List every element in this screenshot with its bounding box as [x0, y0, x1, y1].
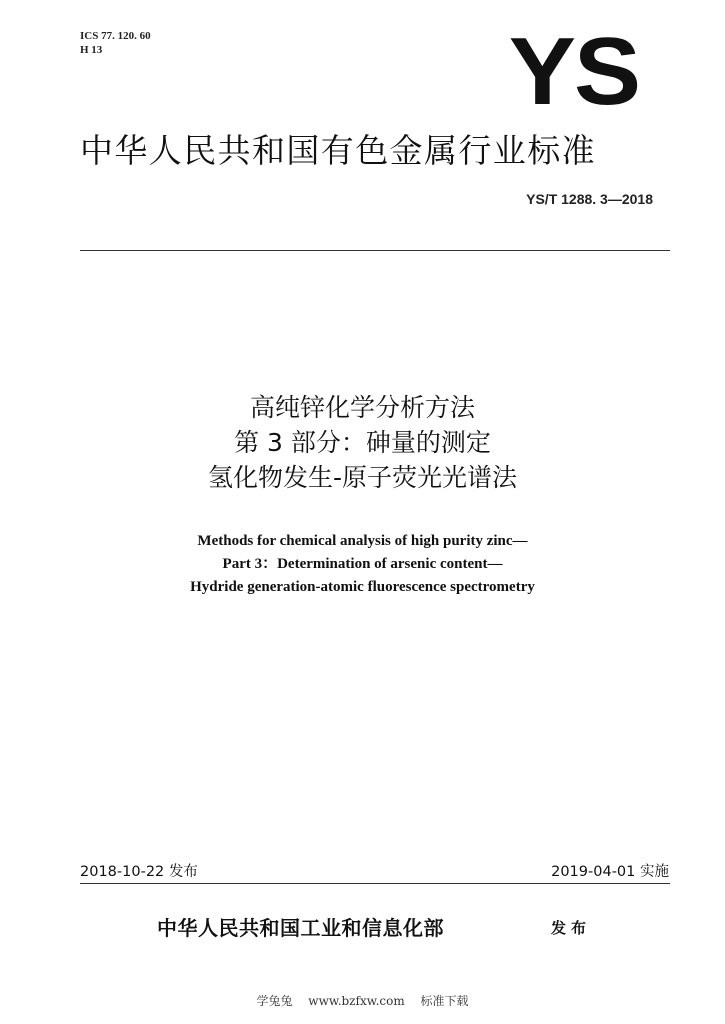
organization-title: 中华人民共和国有色金属行业标准 [80, 131, 596, 170]
top-divider [80, 250, 670, 251]
footer-tagline: 标准下载 [420, 994, 469, 1008]
classification-codes [80, 29, 151, 57]
chinese-title-line: 高纯锌化学分析方法 [249, 393, 475, 422]
issue-date: 2018-10-22 发布 [80, 864, 198, 880]
ys-logo: YS [508, 18, 639, 125]
implementation-date: 2019-04-01 实施 [551, 864, 669, 880]
english-title [0, 530, 725, 599]
ics-code: ICS 77. 120. 60 [80, 30, 151, 42]
chinese-title [0, 390, 725, 495]
footer-url[interactable]: www.bzfxw.com [308, 994, 405, 1008]
chinese-title-line: 氢化物发生-原子荧光光谱法 [207, 463, 518, 492]
footer-site-name: 学兔兔 [256, 994, 293, 1008]
bottom-divider [80, 883, 670, 884]
publish-label: 发布 [551, 919, 592, 937]
chinese-title-line: 第 3 部分：砷量的测定 [234, 428, 491, 457]
issuing-ministry: 中华人民共和国工业和信息化部 [157, 916, 444, 940]
standard-number: YS/T 1288. 3—2018 [526, 191, 653, 207]
english-title-line: Part 3：Determination of arsenic content— [222, 556, 503, 572]
english-title-line: Hydride generation-atomic fluorescence spectrometry [190, 579, 535, 595]
ccs-code: H 13 [80, 44, 103, 56]
footer-watermark [0, 992, 725, 1009]
english-title-line: Methods for chemical analysis of high purity zinc— [197, 533, 528, 549]
